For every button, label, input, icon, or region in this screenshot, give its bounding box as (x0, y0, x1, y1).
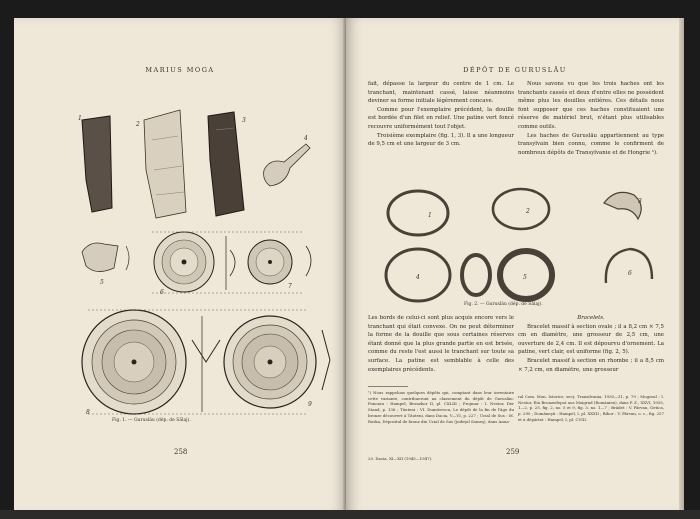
page-edge (679, 18, 684, 514)
footnote-signature: 20. Dacia, XI—XII (1945—1947). (368, 456, 433, 461)
fig1-label-8: 8 (86, 409, 90, 416)
right-col-right-upper (518, 80, 664, 157)
bottom-edge (0, 510, 700, 519)
paragraph: Troisième exemplaire (fig. 1, 3). Il a une longueur de 9,5 cm et une largeur de 3 cm. (368, 132, 514, 148)
right-running-head: DÉPÔT DE GURUSLĂU (463, 66, 567, 74)
fig2-label-2: 2 (526, 208, 530, 215)
bracelet-1-drawing (388, 191, 448, 235)
footnote-rule (368, 386, 408, 387)
fig2-label-5: 5 (523, 274, 527, 281)
fig2-label-4: 4 (416, 274, 420, 281)
figure-1-caption: Fig. 1. — Gurusläu (dép. de Sălaj). (112, 418, 191, 423)
fragment-5-drawing (82, 243, 118, 272)
bracelet-3-drawing (604, 192, 641, 219)
figure-1-plate (74, 100, 344, 430)
phalera-9-drawing (224, 316, 316, 408)
footnote-right: ral Com. Mon. Istorice, secţ. Transilvania, 1930—31, p. 79 ; Mogoral : I. Nestor, Ein Bronzedepot aus Moigrad (Romänien), dans P. Z., XXVI, 1935, 1—2, p. 25, fig. 2, no. 5 et 9, fig. 3, no. 1—7 ; Brădet : V. Pârvan, Getica, p. 290 ; Domăneşti : Hampel, I, pl. XXXII ; Bihor : V. Pârvan, o. c., fig. 257 et à dépărtat : Hampel, I, pl. CVIII. (518, 394, 664, 422)
fig1-label-4: 4 (304, 135, 308, 142)
paragraph: fait, dépasse la largeur du centre de 1 cm. Le tranchant, maintenant cassé, laisse néanmoins deviner sa forme initiale légèrement concave. (368, 81, 514, 105)
axe-2-drawing (144, 110, 186, 218)
paragraph: Nous savons vu que les trois haches ont les tranchants cassés et deux d'entre elles ne possèdent même plus les douilles entières. Ces détails nous font supposer que ces haches constituaient une réserve de matériel brut, n'étant plus utilisables comme outils. (518, 81, 664, 130)
fig1-label-3: 3 (242, 117, 246, 124)
fig1-label-5: 5 (100, 279, 104, 286)
bracelet-6-drawing (606, 249, 652, 283)
sickle-4-drawing (264, 144, 310, 186)
fig2-label-3: 3 (638, 198, 642, 205)
paragraph: Bracelet massif à section en rhombe ; il a 8,5 cm × 7,2 cm, en diamètre, une grosseur (518, 357, 664, 373)
paragraph: Les haches de Gurusläu appartiennent au type transylvain bien connu, comme le confirment de nombreux dépôts de Transylvanie et de Hongrie ¹). (518, 132, 664, 156)
paragraph: Les bords de celui-ci sont plus acquis encore vers le tranchant qui était convexe. On ne peut déterminer la forme de la douille que sous certaines réserves étant donné que la plus grande partie en est brisée, comme du reste l'est aussi le tranchant sur toute sa surface. La patine est semblable à celle des exemplaires précédents. (368, 315, 514, 373)
fig1-label-6: 6 (160, 289, 164, 296)
button-7-drawing (248, 240, 292, 284)
bracelet-2-drawing (493, 189, 549, 229)
fig1-label-9: 9 (308, 401, 312, 408)
left-running-head: MARIUS MOGA (145, 66, 215, 74)
paragraph: Bracelet massif à section ovale ; il a 8,2 cm × 7,5 cm en diamètre, une grosseur de 2,5 cm, une ouverture de 2,4 cm. Il est dépourvu d'ornement. La patine, vert clair, est uniforme (fig. 2, 5). (518, 323, 664, 356)
footnote-left: ¹) Nous rappelons quelques dépôts qui, comptant dans leur inventaire cette variante, contribueront au classement du dépôt de Gurusläu: Ponoara : Hampel, Bronzkor II, pl. CXLIII ; Frojmar : I. Nestor, Der Stand, p. 136 ; Tăuteni : VI. Dumitrescu, Le dépôt de la fin de l'âge du bronze découvert à Tăuteni, dans Dacia, V—VI, p. 227 ; Ucial de Sus : M. Roska, Dépositul de bronz din Ucial de Sus (judeţul Someş), dans Anua- (368, 390, 514, 424)
fig2-label-1: 1 (428, 212, 432, 219)
right-col-left-upper (368, 80, 514, 149)
fig1-label-7: 7 (288, 283, 292, 290)
left-page (14, 18, 346, 514)
figure-2-bracelets (376, 183, 666, 308)
phalera-8-drawing (82, 310, 186, 414)
axe-3-drawing (208, 112, 244, 216)
right-folio: 259 (506, 448, 520, 456)
fig1-label-2: 2 (136, 121, 140, 128)
left-folio: 258 (174, 448, 188, 456)
paragraph: Comme pour l'exemplaire précédent, la douille est bordée d'un filet en relief. Une patine vert foncé recouvre uniformément tout l'objet. (368, 106, 514, 130)
bracelets-section (518, 314, 664, 374)
axe-1-drawing (82, 116, 112, 212)
right-page (346, 18, 684, 514)
left-page-continuation-text (368, 314, 514, 374)
section-heading: Bracelets. (577, 315, 605, 321)
fig1-label-1: 1 (78, 115, 82, 122)
fig2-label-6: 6 (628, 270, 632, 277)
button-6-drawing (154, 232, 214, 292)
figure-2-caption: Fig. 2. — Gurusläu (dép. de Sălaj). (464, 302, 543, 307)
